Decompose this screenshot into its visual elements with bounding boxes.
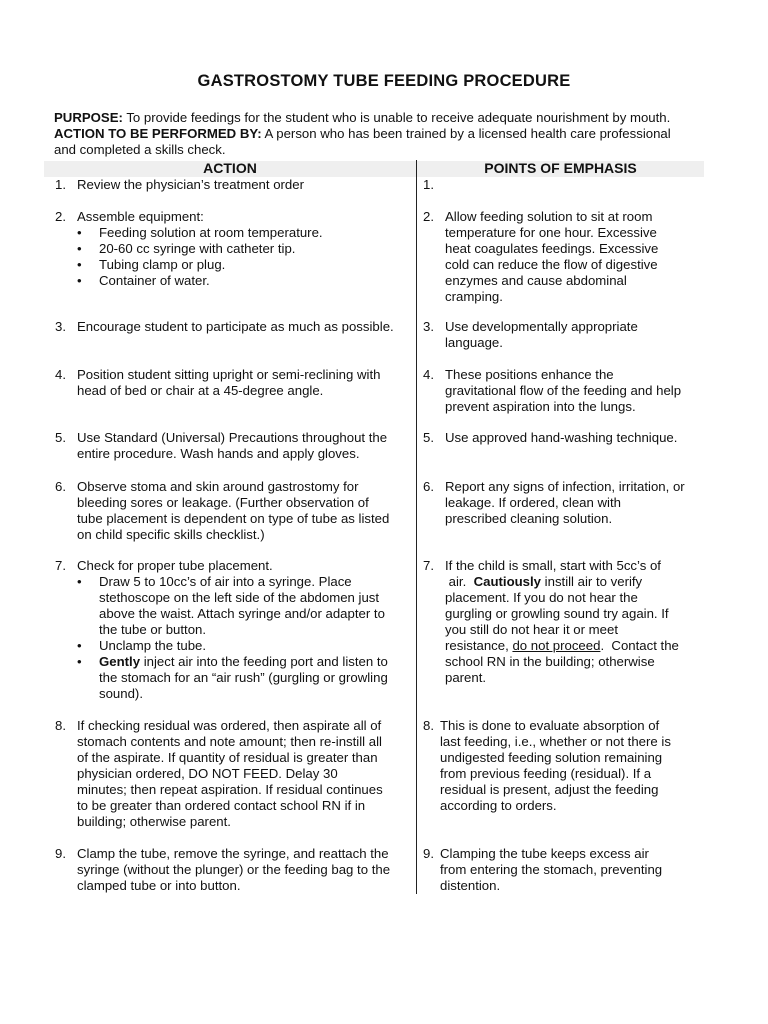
action-by-text: A person who has been trained by a licensed health care professional [264,126,671,141]
list-item: • Feeding solution at room temperature. [77,225,415,241]
document-page: GASTROSTOMY TUBE FEEDING PROCEDURE PURPOSE: To provide feedings for the student who is unable to receive adequate nourishment by mouth. ACTION TO BE PERFORMED BY: A person who has been trained by a licensed health care professional and completed a skills check. ACTION POINTS OF EMPHASIS 1. Review the physician’s treatment order 1. 2. Assemble equipment: • Feeding solution at room temperature. • 20-60 cc syringe with catheter tip. • Tubing clamp or plug. • Container of water. 2. Allow feeding solution to sit at room temperature for one hour. Excessive heat coagulates feedings. Excessive cold can reduce the flow of digestive enzymes and cause abdominal cramping. 3. Encourage student to participate as much as possible. 3. Use developmentally appropriate language. 4. Position student sitting upright or semi-reclining with head of bed or chair at a 45-degree angle. 4. These positions enhance the gravitational flow of the feeding and help prevent aspiration into the lungs. 5. Use Standard (Universal) Precautions throughout the entire procedure. Wash hands and apply gloves. 5. Use approved hand-washing technique. 6. Observe stoma and skin around gastrostomy for bleeding sores or leakage. (Further observation of tube placement is dependent on type of tube as listed on child specific skills checklist.) 6. Report any signs of infection, irritation, or leakage. If ordered, clean with prescribed cleaning solution. 7. Check for proper tube placement. • Draw 5 to 10cc’s of air into a syringe. Place stethoscope on the left side of the abdomen just above the waist. Attach syringe and/or adapter to the tube or button. • Unclamp the tube. • Gently inject air into the feeding port and listen to the stomach for an “air rush” (gurgling or growling sound). 7. If the child is small, start with 5cc’s of air. Cautiously instill air to verify placement. If you do not hear the gurgling or growling sound try again. If you still do not hear it or meet resistance, do not proceed. Contact the school RN in the building; otherwise parent. 8. If checking residual was ordered, then aspirate all of stomach contents and note amount; then re-instill all of the aspirate. If quantity of residual is greater than physician ordered, DO NOT FEED. Delay 30 minutes; then repeat aspiration. If residual continues to be greater than ordered contact school RN if in building; otherwise parent. 8. This is done to evaluate absorption of last feeding, i.e., whether or not there is undigested feeding solution remaining from previous feeding (residual). If a residual is present, adjust the feeding according to orders. 9. Clamp the tube, remove the syringe, and reattach the syringe (without the plunger) or the feeding bag to the clamped tube or into button. 9. Clamping the tube keeps excess air from entering the stomach, preventing distention. [0,0,768,1024]
purpose-line [54,110,714,126]
page-title: GASTROSTOMY TUBE FEEDING PROCEDURE [197,72,571,90]
purpose-label: PURPOSE: [54,110,123,125]
action-column-header: ACTION [203,160,257,176]
list-item: • 20-60 cc syringe with catheter tip. [77,241,415,257]
list-item: • Draw 5 to 10cc’s of air into a syringe. Place stethoscope on the left side of the abdomen just above the waist. Attach syringe and/or adapter to the tube or button. [77,574,415,638]
intro-block [54,110,714,158]
column-divider [416,160,417,894]
purpose-text: To provide feedings for the student who is unable to receive adequate nourishment by mouth. [126,110,671,125]
emphasis-column-header: POINTS OF EMPHASIS [484,160,637,176]
list-item: • Gently inject air into the feeding port and listen to the stomach for an “air rush” (gurgling or growling sound). [77,654,415,702]
action-by-text-cont: and completed a skills check. [54,142,226,157]
list-item: • Tubing clamp or plug. [77,257,415,273]
action-by-label: ACTION TO BE PERFORMED BY: [54,126,262,141]
list-item: • Container of water. [77,273,415,289]
list-item: • Unclamp the tube. [77,638,415,654]
action-by-line [54,126,714,142]
